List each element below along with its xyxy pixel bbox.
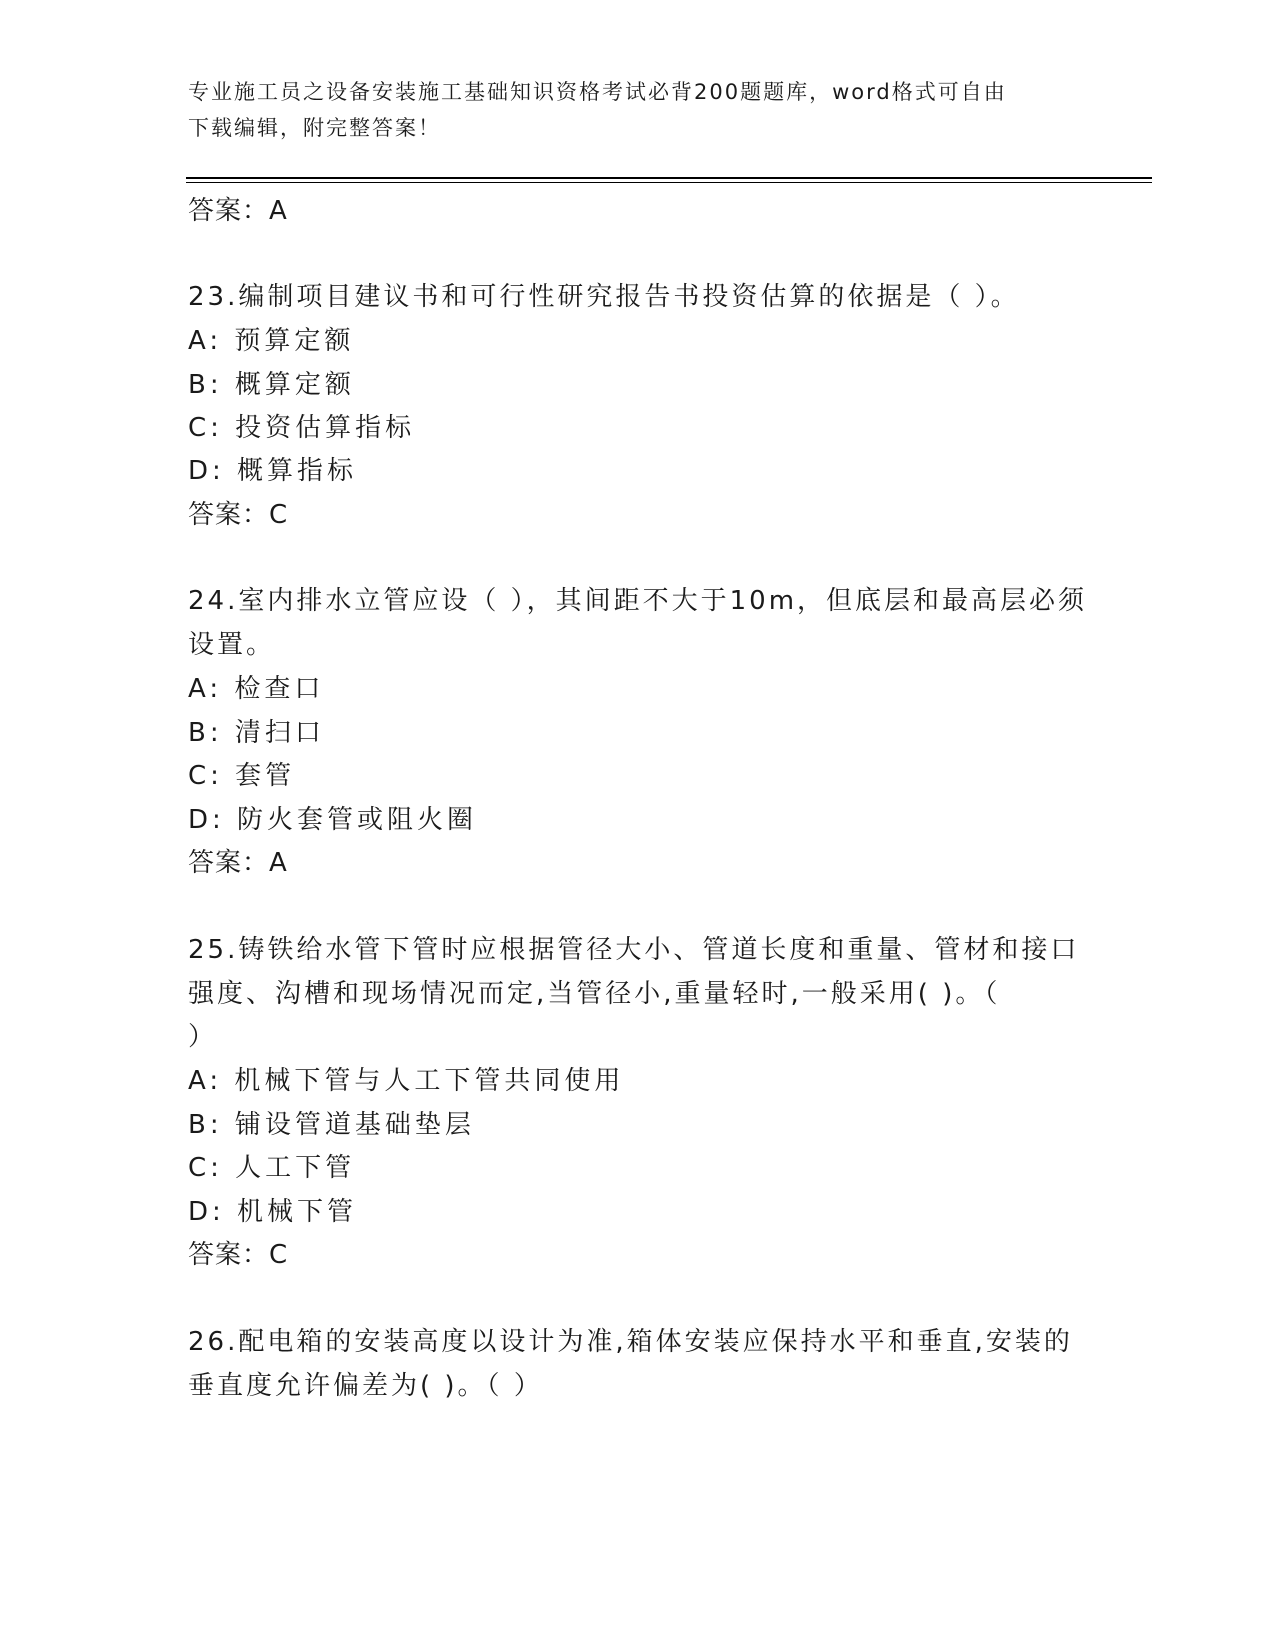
document-header (188, 74, 1068, 146)
question-stem: 26.配电箱的安装高度以设计为准,箱体安装应保持水平和垂直,安装的 (188, 1327, 1073, 1357)
option-b: B: 清扫口 (188, 718, 325, 748)
option-d: D: 概算指标 (188, 456, 358, 486)
answer-line: 答案：C (188, 500, 289, 530)
option-d: D: 机械下管 (188, 1197, 358, 1227)
option-d: D: 防火套管或阻火圈 (188, 805, 478, 835)
question-stem-continued: ） (188, 1022, 218, 1052)
option-a: A: 预算定额 (188, 326, 355, 356)
answer-line: 答案：A (188, 848, 288, 878)
option-c: C: 套管 (188, 761, 296, 791)
option-b: B: 概算定额 (188, 370, 355, 400)
header-line-1: 专业施工员之设备安装施工基础知识资格考试必背200题题库，word格式可自由 (188, 80, 1007, 104)
option-b: B: 铺设管道基础垫层 (188, 1110, 475, 1140)
header-line-2: 下载编辑，附完整答案！ (188, 116, 441, 140)
answer-line: 答案：C (188, 1240, 289, 1270)
header-rule-thin (186, 182, 1152, 183)
question-stem: 24.室内排水立管应设（ ），其间距不大于10m，但底层和最高层必须 (188, 586, 1088, 616)
option-a: A: 机械下管与人工下管共同使用 (188, 1066, 625, 1096)
question-stem-continued: 垂直度允许偏差为( )。（ ） (188, 1371, 543, 1401)
question-stem: 23.编制项目建议书和可行性研究报告书投资估算的依据是（ ）。 (188, 282, 1020, 312)
question-stem-continued: 强度、沟槽和现场情况而定,当管径小,重量轻时,一般采用( )。（ (188, 979, 1001, 1009)
answer-line: 答案：A (188, 196, 288, 226)
option-c: C: 投资估算指标 (188, 413, 416, 443)
header-rule-thick (186, 177, 1152, 179)
question-stem: 25.铸铁给水管下管时应根据管径大小、管道长度和重量、管材和接口 (188, 935, 1080, 965)
question-stem-continued: 设置。 (188, 630, 276, 660)
option-a: A: 检查口 (188, 674, 325, 704)
option-c: C: 人工下管 (188, 1153, 356, 1183)
